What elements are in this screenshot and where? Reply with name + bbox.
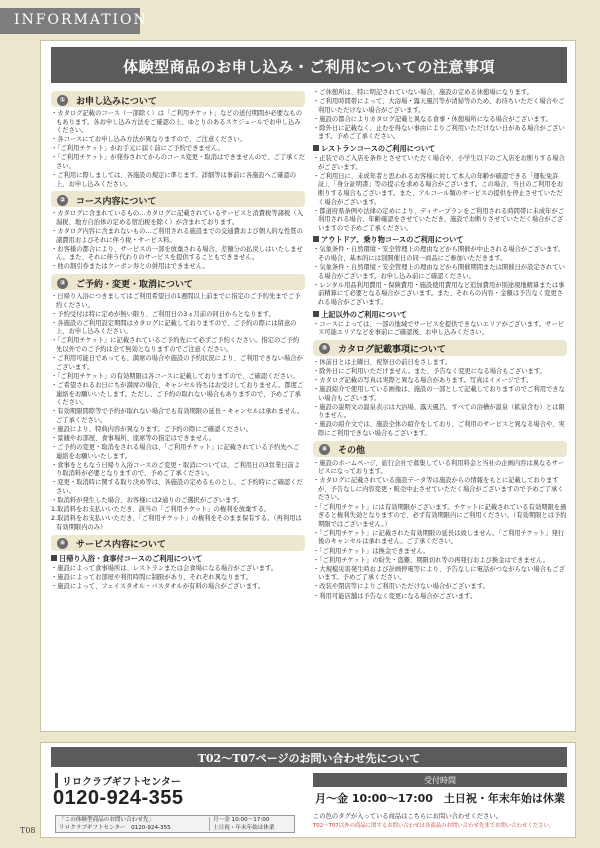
section-title: ご予約・変更・取消について — [76, 279, 193, 290]
section-number-icon: ③ — [57, 278, 68, 289]
square-bullet-icon — [313, 311, 319, 317]
list-item: ・「ご利用チケット」には有効期限がございます。チケットに記載されている有効期限を過ぎると権利失効となりますので、必ず有効期限内にご利用ください。（有効期限とは予約期限ではございません。） — [313, 503, 567, 528]
contact-panel — [40, 742, 576, 838]
company-name: リロクラブギフトセンター — [55, 773, 181, 788]
list-item: ・日帰り入浴につきましてはご利用希望日の1週間以上前までに指定のご予約先までご予約ください。 — [51, 293, 301, 309]
list-item: ・カタログに記載されている施設データ等は施設からの情報をもとに記載しておりますが、予告なしに内容変更・販売中止させていただく場合がございますので予めご了承ください。 — [313, 477, 564, 502]
section-heading — [51, 191, 305, 207]
list-item: ・気象条件・自然環境・安全管理上の理由などから開催期間または開催日が設定されている場合がございます。お申し込み前にご確認ください。 — [313, 264, 565, 280]
subsection-title: アウトドア、乗り物コースのご利用について — [321, 235, 464, 245]
list-item: ・コースによっては、一部の地域でサービスを提供できないエリアがございます。サービス可能エリアなどを事前にご確認後、お申し込みください。 — [313, 320, 565, 337]
notice-card — [40, 40, 576, 732]
notice-list — [313, 246, 567, 307]
list-item: ・施設によってお部屋や利用時間に制限があり、それぞれ異なります。 — [51, 573, 252, 581]
section-number-icon: ② — [57, 195, 68, 206]
section-number-icon: ⑥ — [319, 444, 330, 455]
list-item: ・「ご利用チケット」に記載されているご予約先にて必ずご予約ください。指定のご予約先以外でのご予約は全て無効となりますのでご注意ください。 — [51, 337, 300, 354]
subsection-heading — [313, 235, 567, 245]
notice-list — [313, 460, 567, 602]
list-item: ・カタログ記載のコース（一部除く）は「ご利用チケット」などの送付期間が必要なものもあります。各お申し込み方法をご確認の上、ゆとりのあるスケジュールでお申し込みください。 — [51, 110, 302, 135]
tag-line-1: 「この体験型商品のお問い合わせ先」 — [59, 817, 155, 823]
list-item: ・お客様の都合により、サービスの一部を放棄される場合、差額分の払戻しはいたしません。また、それに伴う代わりのサービスを提供することもできません。 — [51, 245, 303, 262]
list-item: ・利用可能店舗は予告なく変更になる場合がございます。 — [313, 592, 477, 600]
list-item: ・施設によって、フェイスタオル・バスタオルが有料の場合がございます。 — [51, 582, 265, 590]
tag-line-2: リロクラブギフトセンター 0120-924-355 — [59, 824, 171, 831]
notice-list — [51, 565, 305, 592]
notice-list — [51, 293, 305, 533]
list-item: ・ご利用可能日であっても、満席の場合や施設の予約状況により、ご利用できない場合がございます。 — [51, 355, 303, 371]
list-item: ・「ご利用チケット」がお手元に届く前にご予約できません。 — [51, 145, 224, 153]
list-item: ・施設の説明文の温泉表示は大浴場、露天風呂、すべての浴槽が温泉（鉱泉含む）とは限りません。 — [313, 403, 565, 420]
tag-right-2: 土日祝・年末年始は休業 — [213, 824, 275, 831]
notice-list — [51, 110, 305, 189]
list-item: ・施設のホームページ、旅行会社で募集している利用料金と当社の企画内容は異なるサービスになっております。 — [313, 459, 565, 476]
tag-right-1: 月〜金 10:00〜17:00 — [213, 817, 270, 823]
list-item: ・「ご利用チケット」の有効期限は各コースに記載しておりますので、ご確認ください。 — [51, 372, 299, 380]
list-item: ・カタログに含まれているもの…カタログに記載されているサービスと消費税等諸税（入湯税、地方自治体の定める宿泊税を除く）が含まれております。 — [51, 210, 303, 226]
section-number-icon: ⑤ — [319, 343, 330, 354]
section-number-icon: ① — [57, 95, 68, 106]
contact-tag — [55, 815, 295, 833]
business-hours: 月〜金 10:00〜17:00 土日祝・年末年始は休業 — [315, 792, 565, 805]
list-item: ・食事をともなう日帰り入浴コースのご変更・取消については、ご利用日の3営業日前より取消料が必要となりますので、予めご了承ください。 — [51, 461, 301, 478]
square-bullet-icon — [51, 555, 57, 561]
list-item: ・改装や閉店等によりご利用いただけない場合がございます。 — [313, 583, 489, 591]
list-item: ・「ご利用チケット」に記載された有効期限の延長は致しません。「ご利用チケット」発行後のキャンセルは承れません。ご了承ください。 — [313, 529, 565, 546]
list-item: ・レンタル用品利用費用・保険費用・施設使用費用など追加費用が別途現地精算または事前精算にて必要となる場合がございます。また、それらの内容・金額は予告なく変更される場合がございます。 — [313, 281, 565, 306]
list-item: ・施設により、特典内容が異なります。ご予約の際にご確認ください。 — [51, 425, 252, 433]
list-item: ・休前日とは土曜日、祝祭日の前日をさします。 — [313, 358, 452, 366]
list-item: ・大規模災害発生時および計画停電等により、予告なしに電話がつながらない場合もございます。予めご了承ください。 — [313, 565, 565, 582]
list-item: ・取消料が発生した場合、お客様には2通りのご選択がございます。 — [51, 497, 244, 505]
list-item: 1.取消料をお支払いいただき、該当の「ご利用チケット」の権利を放棄する。 — [51, 506, 271, 514]
list-item: ・「ご利用チケット」が発券されてからのコース変更・取消はできませんので、ご了承ください。 — [51, 154, 306, 171]
section-title: カタログ記載事項について — [338, 345, 446, 356]
list-item: ・除外日に記載なく、止むを得ない事由によりご利用いただけない日がある場合がございます。予めご了承ください。 — [313, 124, 565, 141]
section-title: お申し込みについて — [76, 96, 157, 107]
list-item: ・有効期限間際等で予約が取れない場合でも有効期限の延長・キャンセルは承れません。ご了承ください。 — [51, 408, 304, 424]
square-bullet-icon — [313, 236, 319, 242]
tag-right — [209, 817, 291, 831]
list-item: ・都道府県条例や法律の定めにより、ディナープランをご利用される時間帯に未成年がご利用される場合、年齢確認をさせていただき、施設でお断りさせていただく場合がございますので予めご了承ください。 — [313, 207, 565, 232]
left-column — [51, 89, 305, 592]
list-item: ・各コースにてお申し込み方法が異なりますので、ご注意ください。 — [51, 136, 246, 144]
tag-left — [59, 817, 209, 831]
section-heading — [51, 274, 305, 290]
list-item: 2.取消料をお支払いいただき、「ご利用チケット」の権利をそのまま保有する。（再利用は有効期限内のみ） — [51, 515, 302, 531]
list-item: ・除外日にご利用いただけません。また、予告なく変更になる場合もございます。 — [313, 367, 546, 375]
right-column — [313, 89, 567, 602]
list-item: ・施設の都合によりカタログ記載と異なる食事・休憩場所になる場合がございます。 — [313, 115, 552, 123]
section-title: サービス内容について — [76, 540, 166, 551]
notice-list — [313, 89, 567, 142]
page-number: T08 — [20, 826, 36, 835]
list-item: ・予約受付は特に定めが無い限り、ご利用日の3ヵ月前の同日からとなります。 — [51, 310, 275, 318]
list-item: ・景観やお部屋、食事場所、座席等の指定はできません。 — [51, 435, 216, 442]
list-item: ・「ご利用チケット」の紛失・盗難、期限切れ等の再発行および換金はできません。 — [313, 556, 549, 564]
contact-note — [313, 813, 567, 830]
list-item: ・各施設のご利用設定期間はカタログに記載しておりますので、ご予約の際には留意の上、お申し込みください。 — [51, 319, 297, 336]
phone-number[interactable]: 0120-924-355 — [53, 787, 184, 809]
subsection-title: レストランコースのご利用について — [321, 144, 436, 154]
list-item: ・ご希望されるお日にちが満席の場合、キャンセル待ちはお受けしておりません。都度ご連絡をお願いいたします。ただし、ご予約の取れない場合もありますので、予めご了承ください。 — [51, 381, 304, 407]
list-item: ・ご利用に際しましては、各施設の規定に準じます。詳細等は事前に各施設へご確認の上、お申し込みください。 — [51, 172, 297, 188]
list-item: ・他の割引券またはクーポン券との併用はできません。 — [51, 263, 209, 271]
section-heading — [51, 535, 305, 551]
note-main: この色のタグが入っている商品はこちらにお問い合わせください。 — [313, 813, 502, 820]
section-heading — [51, 91, 305, 107]
section-heading — [313, 441, 567, 457]
subsection-heading — [313, 310, 567, 320]
notice-list — [313, 359, 567, 439]
list-item: ・施設の紹介文では、施設全体の紹介をしており、ご利用のサービスと異なる場合や、実際にご利用できない場合もございます。 — [313, 421, 565, 437]
list-item: ・ご利用時間帯によって、大浴場・露天風呂等が清掃等のため、お待ちいただく場合やご利用いただけない場合がございます。 — [313, 98, 565, 114]
subsection-heading — [51, 554, 305, 564]
subsection-title: 上記以外のご利用について — [321, 309, 408, 319]
subsection-heading — [313, 144, 567, 154]
list-item: ・ご利用日に、未成年者と思われるお客様に対して本人の年齢が確認できる「運転免許証」、「身分証明書」等の提示を求める場合がございます。この場合、当日のご利用をお断りする場合もございます。また、アルコール類のサービスの提供を停止させていただく場合がございます。 — [313, 172, 564, 206]
list-item: ・気象条件・自然環境・安全管理上の理由などから開催が中止される場合がございます。その場合、基本的には別開催日の同一商品にご参加いただきます。 — [313, 246, 565, 262]
hours-label: 受付時間 — [313, 773, 567, 787]
list-item: ・ご予約の変更・取消をされる場合は、「ご利用チケット」に記載されている予約先へご連絡をお願いいたします。 — [51, 444, 300, 460]
notice-list — [313, 155, 567, 233]
information-tag: INFORMATION — [0, 8, 140, 34]
list-item: ・「ご利用チケット」は換金できません。 — [313, 547, 430, 555]
section-title: コース内容について — [76, 196, 157, 207]
list-item: ・変更・取消時に関する取り決め等は、各施設の定めるものとし、ご予約時にご確認ください。 — [51, 479, 303, 496]
section-number-icon: ④ — [57, 538, 68, 549]
notice-list — [51, 210, 305, 272]
page-title: 体験型商品のお申し込み・ご利用についての注意事項 — [51, 47, 567, 83]
subsection-title: 日帰り入浴・食事付コースのご利用について — [59, 553, 203, 563]
list-item: ・ご休憩所は、特に明記されていない場合、施設の定める休憩場になります。 — [313, 89, 533, 96]
list-item: ・施設によって食事場所は、レストランまたは会食場になる場合がございます。 — [51, 564, 277, 572]
list-item: ・カタログ内容に含まれないもの…ご利用される施設までの交通費および個人的な性質の諸費用およびそれに伴う税・サービス料。 — [51, 228, 303, 244]
contact-title: T02〜T07ページのお問い合わせ先について — [51, 747, 567, 767]
note-small: T02〜T07以外の商品に関するお問い合わせは各商品のお問い合わせ先までお問い合わせください。 — [313, 822, 555, 829]
list-item: ・施設紹介で使用している画像は、施設の一部として記載しておりますのでご利用できない場合もございます。 — [313, 386, 565, 402]
notice-list — [313, 321, 567, 338]
section-heading — [313, 340, 567, 356]
list-item: ・正装でのご入店を条件とさせていただく場合や、小学生以下のご入店をお断りする場合がございます。 — [313, 155, 565, 171]
list-item: ・カタログ記載の写真は実際と異なる場合があります。写真はイメージです。 — [313, 376, 533, 384]
section-title: その他 — [338, 446, 366, 457]
square-bullet-icon — [313, 145, 319, 151]
